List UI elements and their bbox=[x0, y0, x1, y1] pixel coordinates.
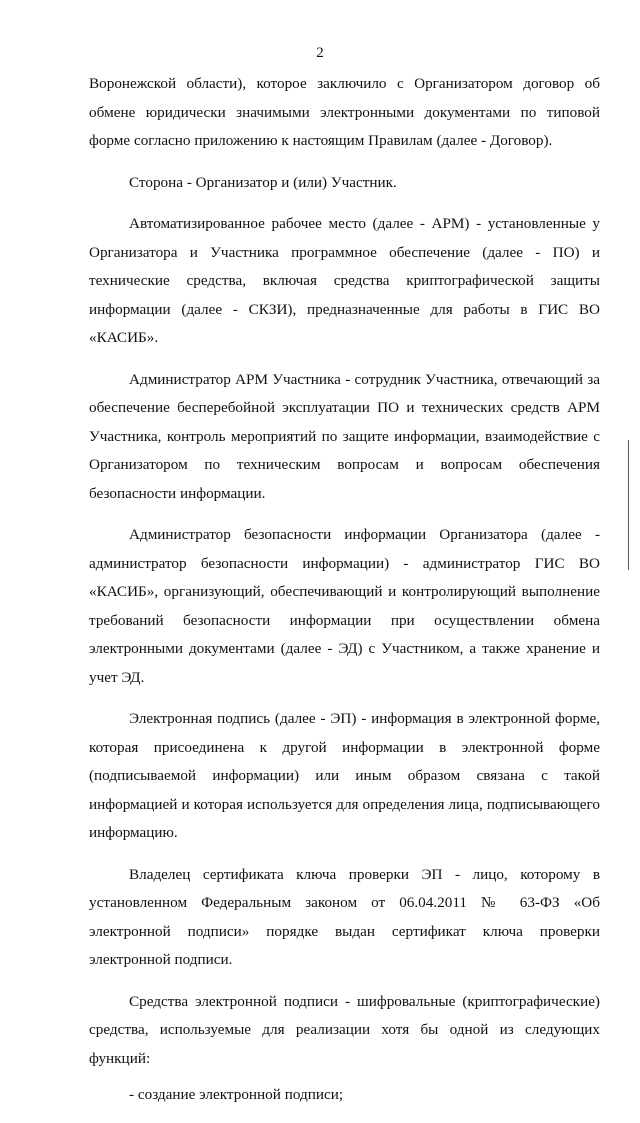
page-number: 2 bbox=[316, 45, 324, 61]
paragraph-electronic-signature: Электронная подпись (далее - ЭП) - информация в электронной форме, которая присоединена к другой информации в электронной форме (подписываемой информации) или иным образом связана с такой информацией и которая используется для определения лица, подписывающего информацию. bbox=[89, 710, 600, 841]
paragraph-signature-tools: Средства электронной подписи - шифровальные (криптографические) средства, используемые для реализации хотя бы одной из следующих функций: bbox=[89, 992, 600, 1067]
paragraph-continuation: Воронежской области), которое заключило с Организатором договор об обмене юридически значимыми электронными документами по типовой форме согласно приложению к настоящим Правилам (далее - Договор). bbox=[89, 75, 600, 149]
paragraph-party-definition: Сторона - Организатор и (или) Участник. bbox=[129, 173, 397, 191]
document-body bbox=[89, 70, 600, 1123]
margin-scan-line bbox=[628, 440, 629, 570]
paragraph-security-administrator: Администратор безопасности информации Организатора (далее - администратор безопасности информации) - администратор ГИС ВО «КАСИБ», организующий, обеспечивающий и контролирующий выполнение требований безопасности информации при осуществлении обмена электронными документами (далее - ЭД) с Участником, а также хранение и учет ЭД. bbox=[89, 526, 600, 686]
paragraph-arm-administrator: Администратор АРМ Участника - сотрудник Участника, отвечающий за обеспечение бесперебойной эксплуатации ПО и технических средств АРМ Участника, контроль мероприятий по защите информации, взаимодействие с Организатором по техническим вопросам и вопросам обеспечения безопасности информации. bbox=[89, 370, 600, 502]
paragraph-list-item: - создание электронной подписи; bbox=[129, 1086, 344, 1103]
paragraph-arm-definition: Автоматизированное рабочее место (далее - АРМ) - установленные у Организатора и Участника программное обеспечение (далее - ПО) и технические средства, включая средства криптографической защиты информации (далее - СКЗИ), предназначенные для работы в ГИС ВО «КАСИБ». bbox=[89, 215, 600, 346]
paragraph-certificate-owner: Владелец сертификата ключа проверки ЭП - лицо, которому в установленном Федеральным законом от 06.04.2011 № 63-ФЗ «Об электронной подписи» порядке выдан сертификат ключа проверки электронной подписи. bbox=[89, 865, 600, 968]
